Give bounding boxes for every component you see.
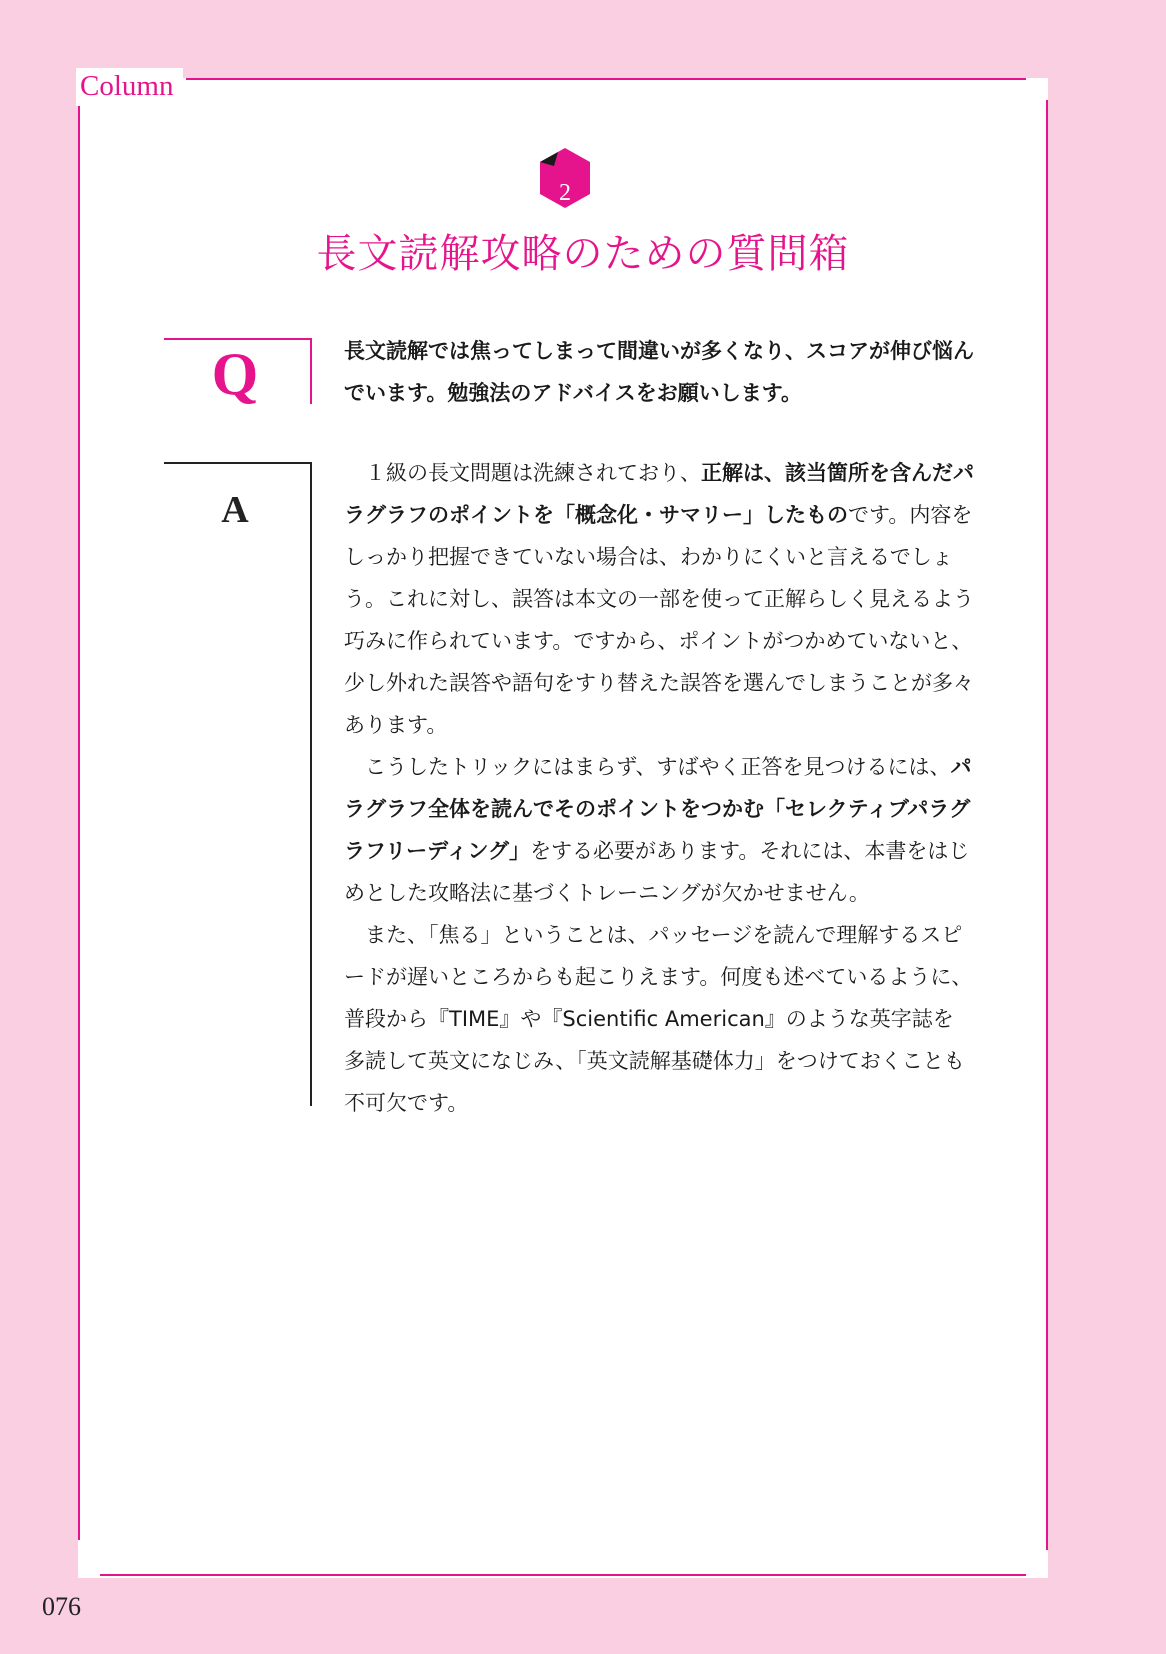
- column-label: Column: [76, 68, 183, 106]
- answer-p2-emphasis: パラグラフ全体を読んでそのポイントをつかむ「セレクティブパラグラフリーディング」: [344, 755, 972, 863]
- page-number: 076: [42, 1592, 81, 1621]
- answer-paragraph-3: また、「焦る」ということは、パッセージを読んで理解するスピードが遅いところからも起こりえます。何度も述べているように、普段から『TIME』や『Scientific American』のような英字誌を多読して英文になじみ、「英文読解基礎体力」をつけておくことも不可欠です。: [344, 923, 973, 1115]
- answer-paragraph-1: [344, 452, 974, 746]
- answer-p1-end: です。内容をしっかり把握できていない場合は、わかりにくいと言えるでしょう。これに対し、誤答は本文の一部を使って正解らしく見えるよう巧みに作られています。ですから、ポイントがつかめていないと、少し外れた誤答や語句をすり替えた誤答を選んでしまうことが多々あります。: [344, 503, 974, 737]
- question-letter: Q: [211, 341, 259, 407]
- q-side-rule: [310, 338, 312, 404]
- answer-p2-end: をする必要があります。それには、本書をはじめとした攻略法に基づくトレーニングが欠かせません。: [344, 839, 970, 905]
- frame-right-line: [1046, 100, 1048, 1550]
- frame-top-line: [186, 78, 1026, 80]
- frame-left-line: [78, 100, 80, 1540]
- frame-bottom-line: [100, 1574, 1026, 1576]
- question-text: 長文読解では焦ってしまって間違いが多くなり、スコアが伸び悩んでいます。勉強法のアドバイスをお願いします。: [344, 339, 974, 405]
- answer-p1-start: １級の長文問題は洗練されており、: [365, 461, 701, 485]
- a-top-rule: [164, 462, 312, 464]
- answer-p1-emphasis: 正解は、該当箇所を含んだパラグラフのポイントを「概念化・サマリー」したもの: [344, 461, 974, 527]
- a-side-rule: [310, 462, 312, 1106]
- answer-letter: A: [221, 489, 249, 531]
- answer-paragraph-2: [344, 746, 974, 914]
- column-number: 2: [559, 180, 571, 206]
- answer-p2-start: こうしたトリックにはまらず、すばやく正答を見つけるには、: [365, 755, 951, 779]
- answer-text: [344, 452, 974, 1124]
- page-title: 長文読解攻略のための質問箱: [316, 231, 850, 277]
